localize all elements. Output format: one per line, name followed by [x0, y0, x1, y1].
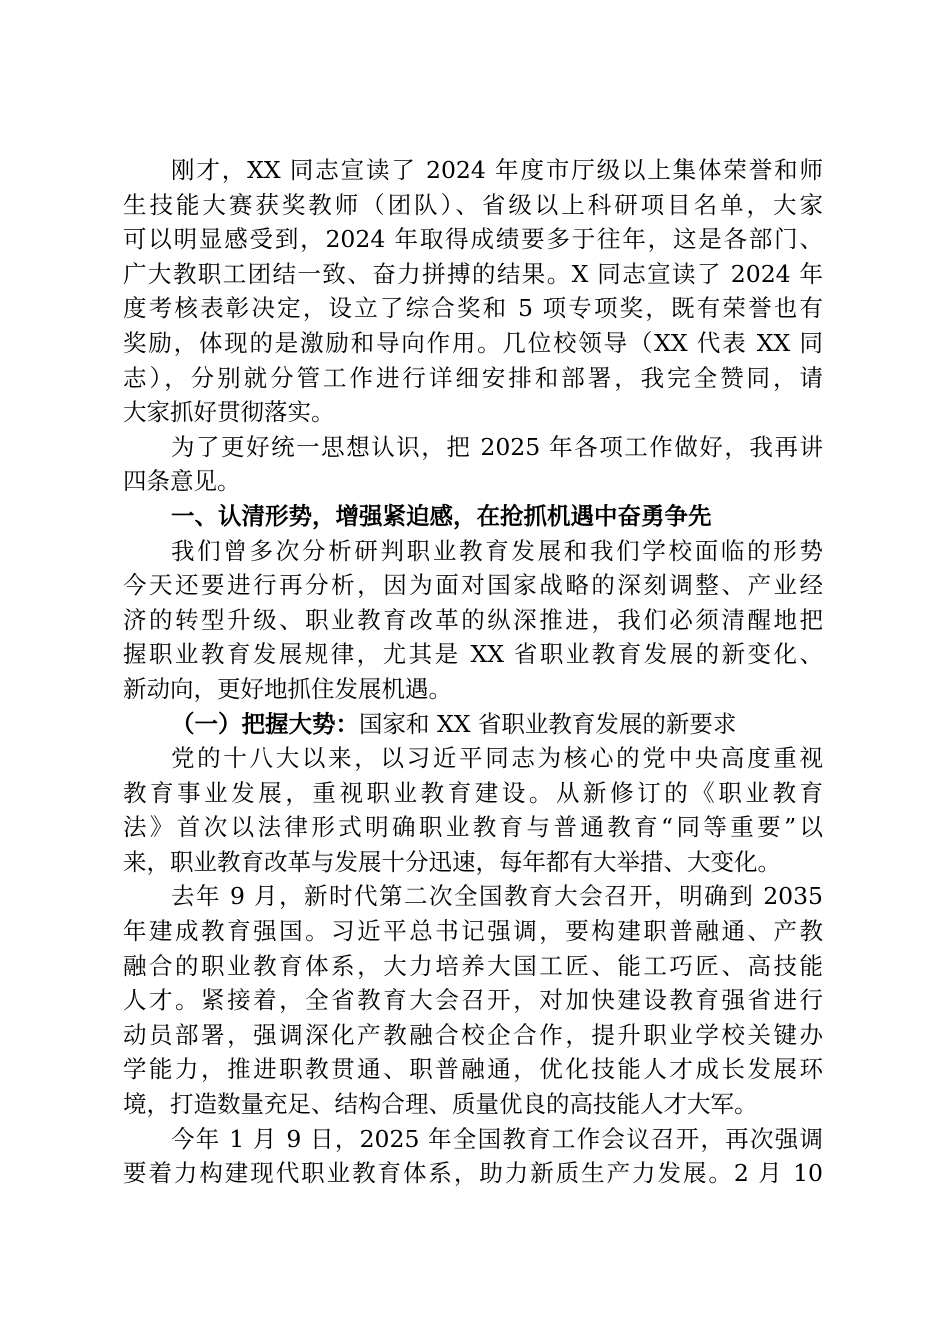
text-line: 济的转型升级、职业教育改革的纵深推进，我们必须清醒地把 [123, 605, 823, 634]
text-line: 奖励，体现的是激励和导向作用。几位校领导（XX 代表 XX 同 [123, 328, 823, 357]
paragraph [123, 879, 823, 1121]
paragraph [123, 430, 823, 499]
subheading-label: （一）把握大势： [171, 709, 359, 738]
subheading-title: 国家和 XX 省职业教育发展的新要求 [359, 709, 737, 738]
subheading-line [123, 707, 823, 742]
text-line: 度考核表彰决定，设立了综合奖和 5 项专项奖，既有荣誉也有 [123, 294, 823, 323]
text-line: 可以明显感受到，2024 年取得成绩要多于往年，这是各部门、 [123, 225, 823, 254]
text-line: 新动向，更好地抓住发展机遇。 [123, 674, 452, 703]
text-line: 四条意见。 [123, 467, 241, 496]
paragraph [123, 534, 823, 707]
text-line: 大家抓好贯彻落实。 [123, 398, 335, 427]
paragraph [123, 153, 823, 430]
text-line: 法》首次以法律形式明确职业教育与普通教育“同等重要”以 [123, 813, 823, 842]
text-line: 学能力，推进职教贯通、职普融通，优化技能人才成长发展环 [123, 1055, 823, 1084]
text-line: 动员部署，强调深化产教融合校企合作，提升职业学校关键办 [123, 1020, 823, 1049]
text-line: 教育事业发展，重视职业教育建设。从新修订的《职业教育 [123, 778, 823, 807]
text-line: 一、认清形势，增强紧迫感，在抢抓机遇中奋勇争先 [171, 501, 712, 530]
section-heading [123, 499, 823, 534]
text-line: 握职业教育发展规律，尤其是 XX 省职业教育发展的新变化、 [123, 640, 823, 669]
text-line: 广大教职工团结一致、奋力拼搏的结果。X 同志宣读了 2024 年 [123, 259, 823, 288]
paragraph [123, 1122, 823, 1191]
text-line: 今天还要进行再分析，因为面对国家战略的深刻调整、产业经 [123, 571, 823, 600]
text-line: 为了更好统一思想认识，把 2025 年各项工作做好，我再讲 [171, 432, 823, 461]
text-line: 年建成教育强国。习近平总书记强调，要构建职普融通、产教 [123, 917, 823, 946]
subsection-heading [123, 707, 823, 742]
document-page [123, 153, 823, 1191]
text-line: 党的十八大以来，以习近平同志为核心的党中央高度重视 [171, 744, 823, 773]
text-line: 人才。紧接着，全省教育大会召开，对加快建设教育强省进行 [123, 986, 823, 1015]
text-line: 我们曾多次分析研判职业教育发展和我们学校面临的形势 [171, 536, 823, 565]
text-line: 来，职业教育改革与发展十分迅速，每年都有大举措、大变化。 [123, 847, 781, 876]
text-line: 要着力构建现代职业教育体系，助力新质生产力发展。2 月 10 [123, 1159, 823, 1188]
text-line: 生技能大赛获奖教师（团队）、省级以上科研项目名单，大家 [123, 190, 823, 219]
text-line: 今年 1 月 9 日，2025 年全国教育工作会议召开，再次强调 [171, 1124, 823, 1153]
paragraph [123, 741, 823, 879]
text-line: 境，打造数量充足、结构合理、质量优良的高技能人才大军。 [123, 1090, 758, 1119]
text-line: 去年 9 月，新时代第二次全国教育大会召开，明确到 2035 [171, 882, 823, 911]
text-line: 刚才，XX 同志宣读了 2024 年度市厅级以上集体荣誉和师 [171, 156, 823, 184]
text-line: 志），分别就分管工作进行详细安排和部署，我完全赞同，请 [123, 363, 823, 392]
text-line: 融合的职业教育体系，大力培养大国工匠、能工巧匠、高技能 [123, 951, 823, 980]
